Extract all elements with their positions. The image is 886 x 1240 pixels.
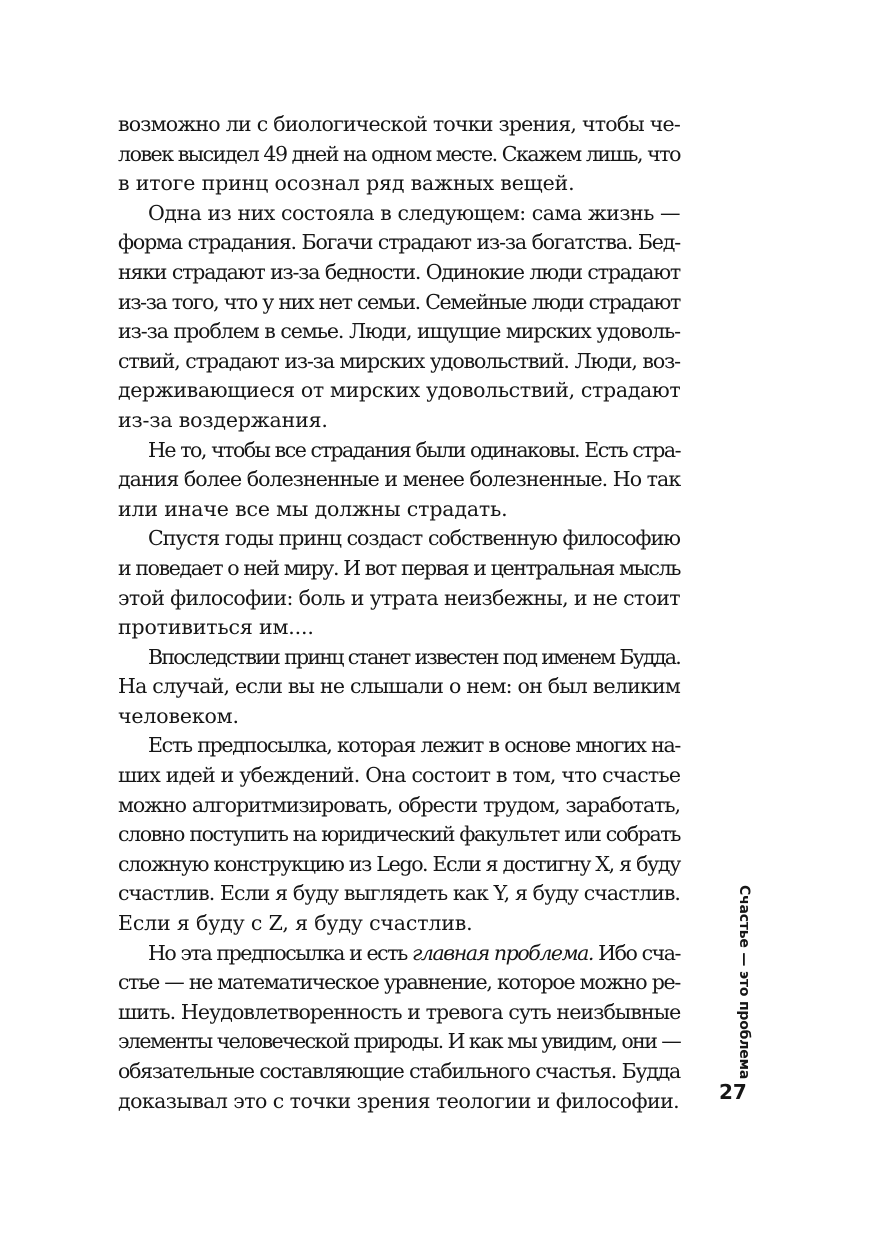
text-line: можно алгоритмизировать, обрести трудом, заработать,	[118, 792, 680, 817]
text-line: ших идей и убеждений. Она состоит в том, что счастье	[118, 763, 681, 788]
text-line: человеком.	[118, 703, 239, 728]
text-line: счастлив. Если я буду выглядеть как Y, я буду счастлив.	[118, 881, 680, 906]
text-line: ствий, страдают из-за мирских удовольствий. Люди, воз-	[118, 348, 680, 373]
running-head: Счастье — это проблема	[736, 885, 752, 1080]
text-line: обязательные составляющие стабильного счастья. Будда	[118, 1059, 680, 1083]
text-line: из-за того, что у них нет семьи. Семейные люди страдают	[118, 289, 680, 314]
text-line: Не то, чтобы все страдания были одинаковы. Есть стра-	[148, 437, 680, 462]
text-line: держивающиеся от мирских удовольствий, страдают	[118, 378, 681, 403]
text-line: Одна из них состояла в следующем: сама жизнь —	[148, 200, 680, 225]
text-line: возможно ли с биологической точки зрения, чтобы че-	[118, 112, 680, 136]
text-line: из-за воздержания.	[118, 407, 328, 432]
text-line: Впоследствии принц станет известен под именем Будда.	[148, 644, 680, 669]
text-run: Но эта предпосылка и есть	[148, 940, 413, 965]
text-line: в итоге принц осознал ряд важных вещей.	[118, 171, 575, 196]
text-line: форма страдания. Богачи страдают из-за богатства. Бед-	[118, 230, 680, 255]
text-line: противиться им....	[118, 615, 314, 640]
text-line: дания более болезненные и менее болезненные. Но так	[118, 467, 681, 492]
text-line: или иначе все мы должны страдать.	[118, 496, 508, 521]
text-line: элементы человеческой природы. И как мы увидим, они —	[118, 1029, 681, 1054]
text-line	[118, 939, 680, 969]
text-line: сложную конструкцию из Lego. Если я достигну X, я буду	[118, 851, 680, 876]
text-line: Если я буду с Z, я буду счастлив.	[118, 911, 473, 936]
text-line: Спустя годы принц создаст собственную философию	[148, 526, 680, 551]
body-text	[118, 110, 680, 1116]
text-line: из-за проблем в семье. Люди, ищущие мирских удоволь-	[118, 319, 680, 344]
text-line: На случай, если вы не слышали о нем: он был великим	[118, 674, 680, 699]
text-line: словно поступить на юридический факультет или собрать	[118, 822, 680, 847]
text-line: Есть предпосылка, которая лежит в основе многих на-	[148, 733, 680, 758]
text-line: этой философии: боль и утрата неизбежны, и не стоит	[118, 585, 680, 610]
text-run: Ибо сча-	[592, 940, 680, 965]
text-line: няки страдают из-за бедности. Одинокие люди страдают	[118, 259, 680, 284]
text-line: ловек высидел 49 дней на одном месте. Скажем лишь, что	[118, 141, 680, 166]
text-line: доказывал это с точки зрения теологии и философии.	[118, 1088, 680, 1113]
page-number: 27	[719, 1080, 747, 1104]
text-line: стье — не математическое уравнение, которое можно ре-	[118, 970, 680, 995]
emphasis: главная проблема.	[412, 940, 593, 965]
text-line: и поведает о ней миру. И вот первая и центральная мысль	[118, 555, 680, 580]
text-line: шить. Неудовлетворенность и тревога суть неизбывные	[118, 999, 681, 1024]
